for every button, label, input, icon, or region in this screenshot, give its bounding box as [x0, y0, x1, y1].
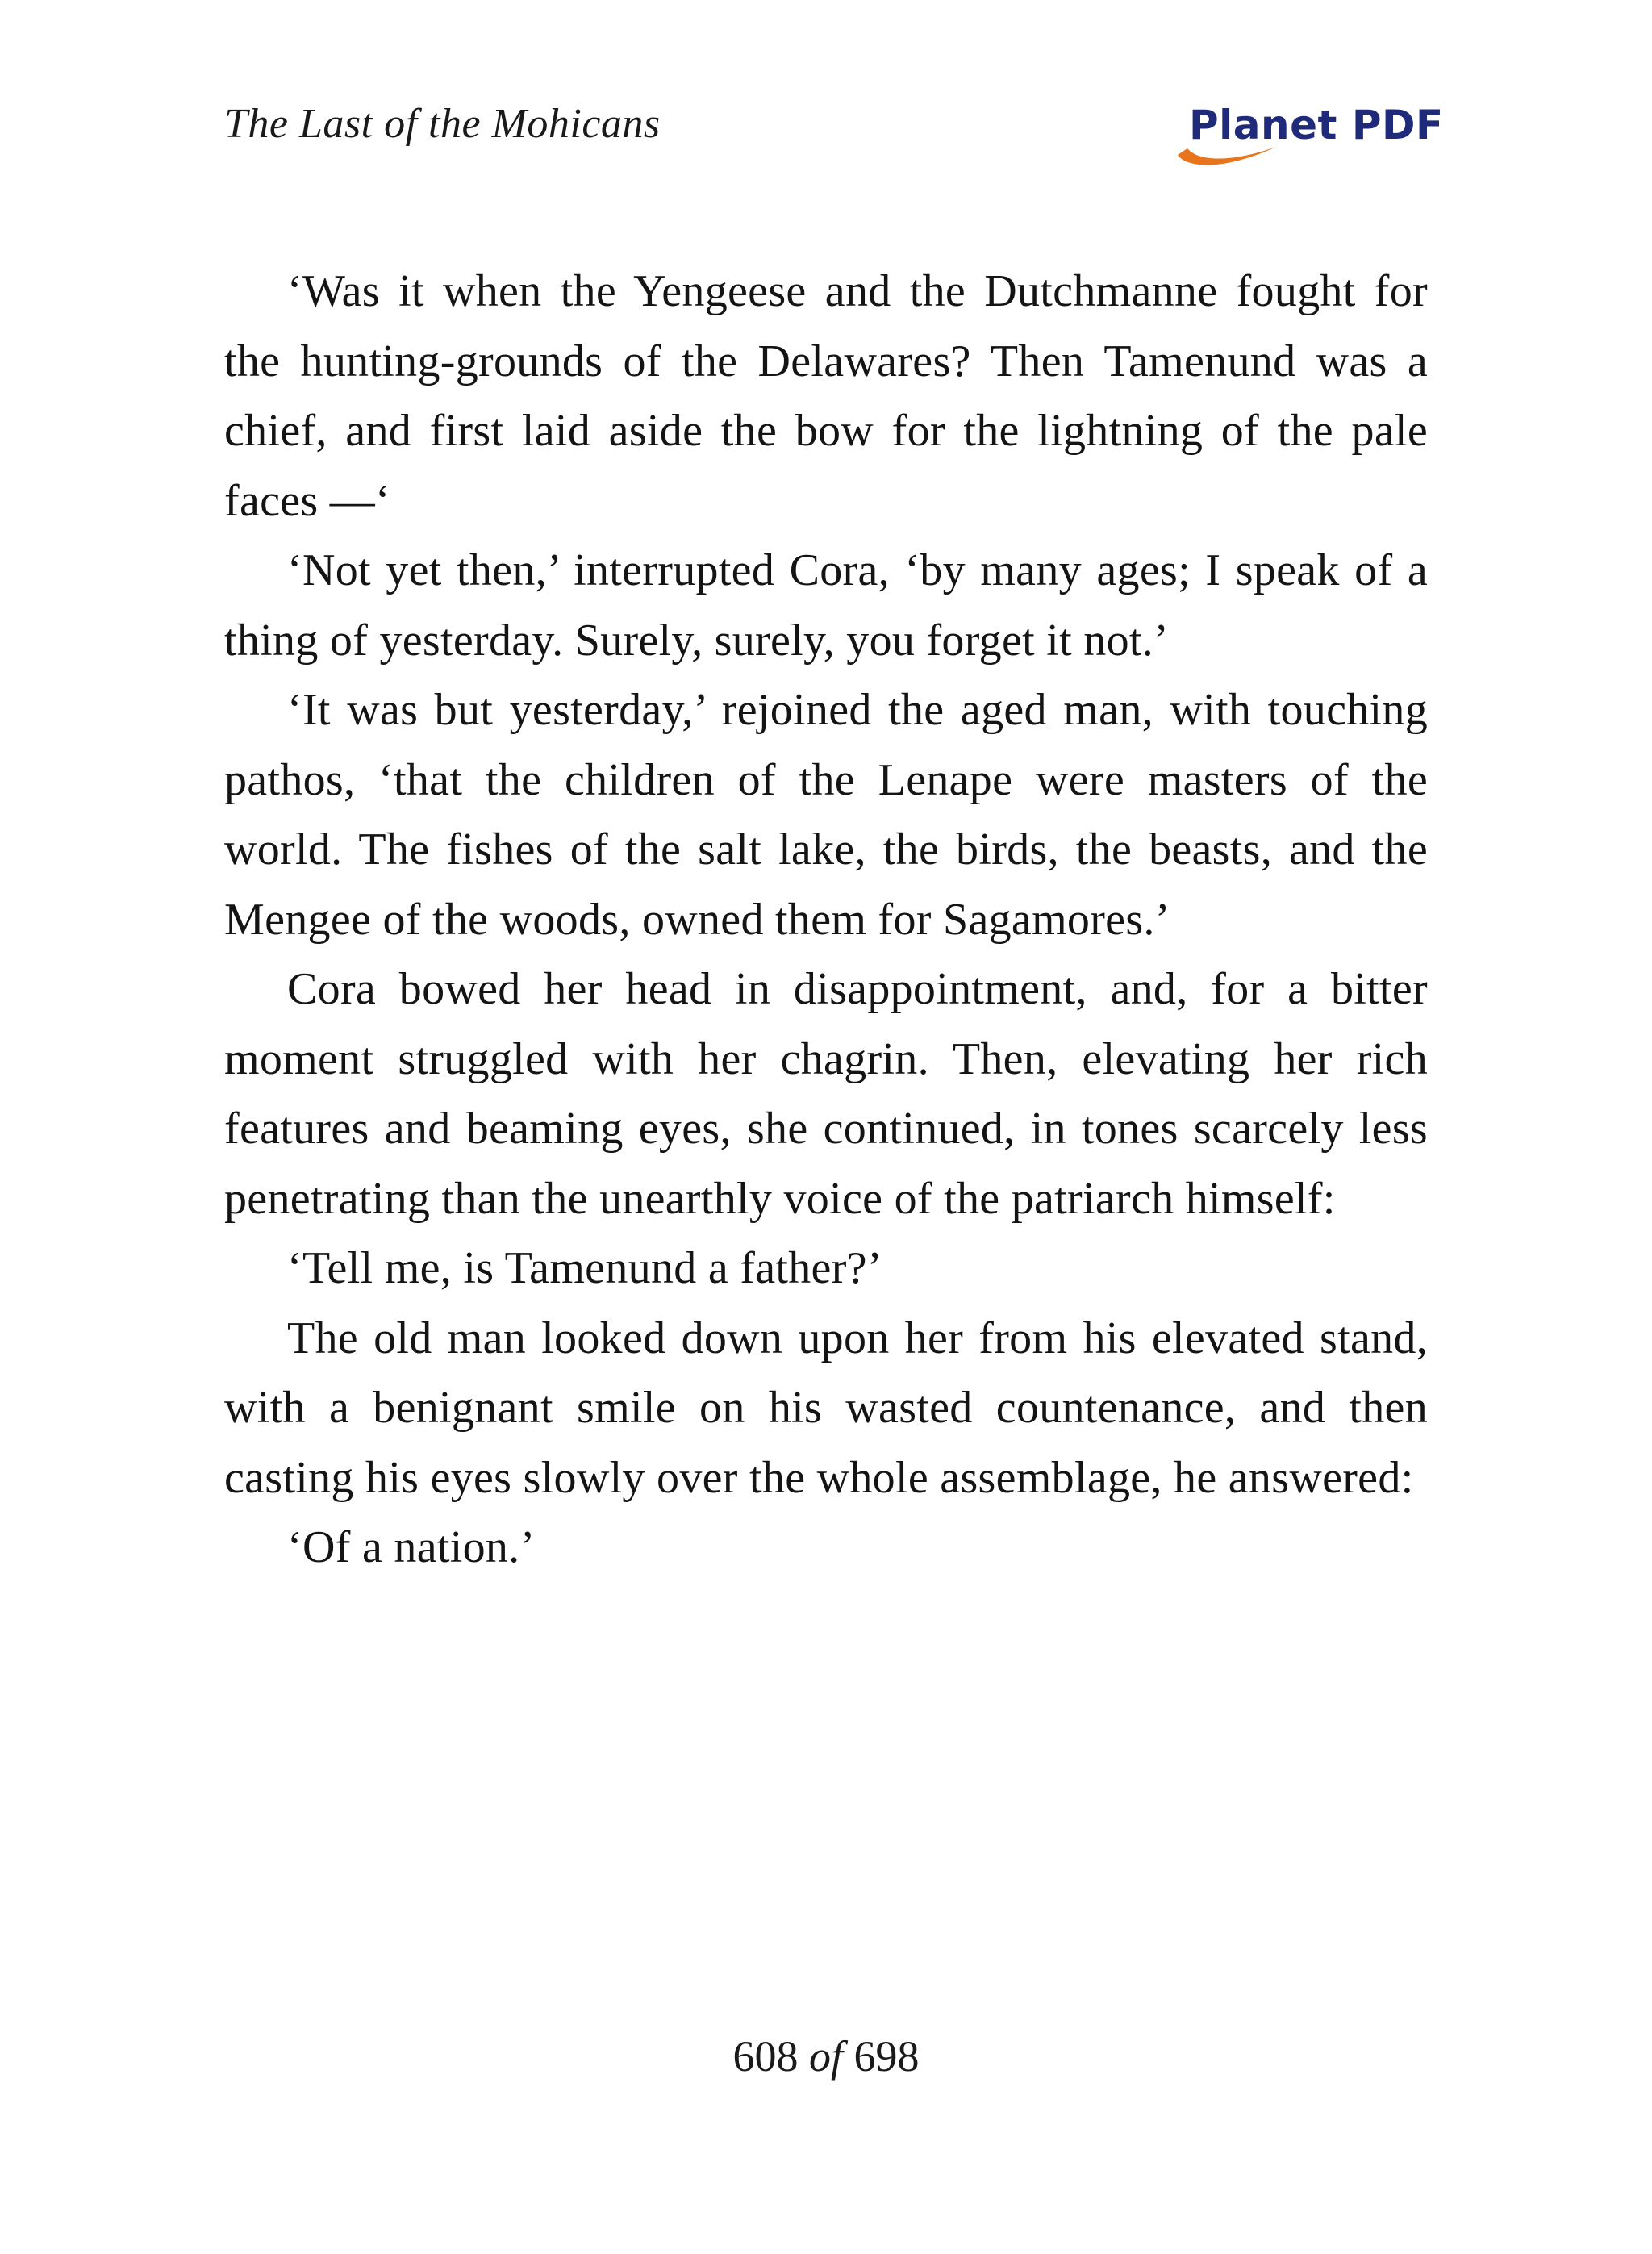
paragraph: Cora bowed her head in disappointment, and, for a bitter moment struggled with her chagrin. Then, elevating her rich features and beaming eyes, she continued, in tones scarcely less penetrating than the unearthly voice of the patriarch himself: [224, 964, 1428, 1224]
paragraph: ‘It was but yesterday,’ rejoined the aged man, with touching pathos, ‘that the children of the Lenape were masters of the world. The fishes of the salt lake, the birds, the beasts, and the Mengee of the woods, owned them for Sagamores.’ [224, 685, 1428, 945]
paragraph: ‘Was it when the Yengeese and the Dutchmanne fought for the hunting-grounds of the Delawares? Then Tamenund was a chief, and first laid aside the bow for the lightning of the pale faces —‘ [224, 266, 1428, 526]
total-page-count: 698 [853, 2032, 920, 2081]
paragraph: ‘Not yet then,’ interrupted Cora, ‘by many ages; I speak of a thing of yesterday. Surely, surely, you forget it not.’ [224, 545, 1428, 666]
current-page-number: 608 [732, 2032, 799, 2081]
paragraph: ‘Of a nation.’ [287, 1522, 536, 1572]
page-of-label: of [808, 2032, 843, 2081]
page-body [224, 257, 1428, 1583]
planet-pdf-logo[interactable] [1171, 98, 1444, 171]
paragraph: ‘Tell me, is Tamenund a father?’ [287, 1243, 882, 1293]
page-number [0, 2032, 1652, 2081]
paragraph: The old man looked down upon her from his elevated stand, with a benignant smile on his wasted countenance, and then casting his eyes slowly over the whole assemblage, he answered: [224, 1313, 1428, 1503]
running-header-title: The Last of the Mohicans [224, 101, 661, 147]
logo-text: Planet PDF [1189, 102, 1444, 148]
